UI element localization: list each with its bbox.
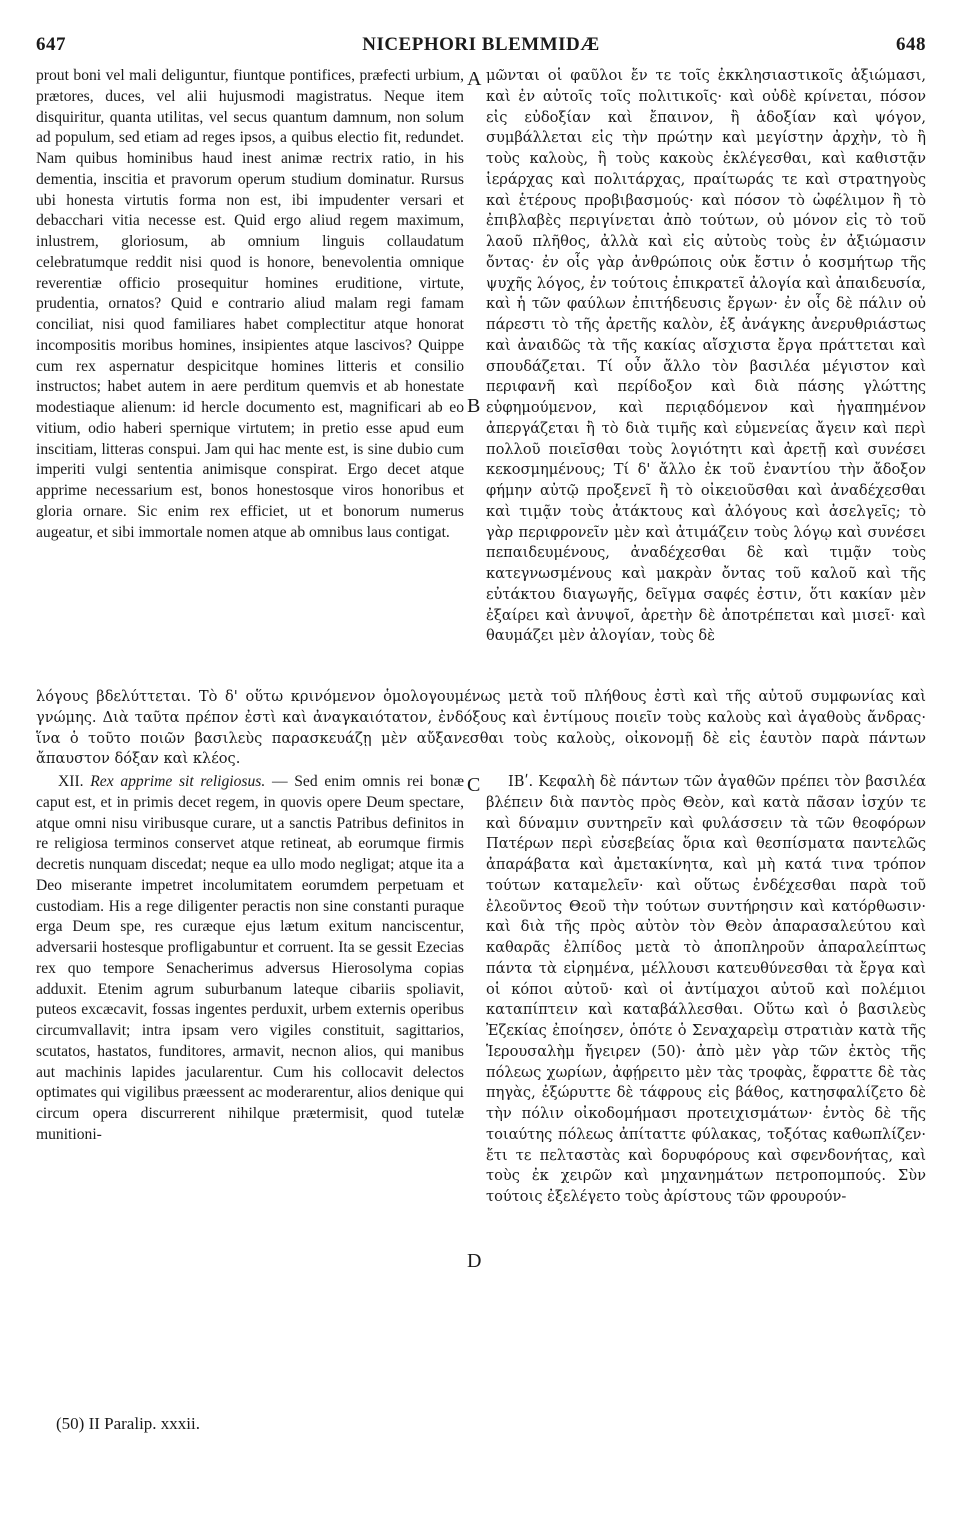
latin-paragraph-top: prout boni vel mali deliguntur, fiuntque pontifices, præfecti urbium, prætores, duces, vel alii hujusmodi magistratus. Neque item disquiritur, quanta utilitas, vel secus quantum damnum, non solum ad populum, sed etiam ad reges ipsos, a quibus electio fit, redundet. Nam quibus hominibus haud inest animæ rectrix ratio, in his dementia, inscitia et pravorum operum studium dominatur. Rursus ubi honesta virtutis forma non est, ibi impudenter versari et debacchari vitia necesse est. Quid ergo aliud regem maximum, inlustrem, gloriosum, ab omnium linguis collaudatum celebratumque reddit nisi quod is honore, benevolentia omnique reverentiæ officio prosequitur homines eruditione, virtute, prudentia, ornatos? Quid e contrario aliud malam regi famam conciliat, nisi quod familiares habet complectitur atque honorat incompositis moribus homines, insipientes atque lascivos? Quippe cum rex aspernatur despicitque homines litteris et consilio instructos; habet autem in aere perditum quemvis et ab honestate modestiaque alienum: id hercle documento est, magnificari ab eo vitium, odio haberi spernique virtutem; in pretio esse apud eum inscitiam, litteras conspui. Jam qui hac mente est, is sine dubio cum imperiti vulgi sententia animisque conspirat. Ergo decet atque apprime necessarium est, bonos honestosque viros honoribus et gloria ornare. Sic enim rex efficiet, ut et bonorum numerus augeatur, et sibi immortale nomen atque ab omnibus laus contigat.	[36, 67, 464, 541]
greek-column-bottom	[486, 772, 926, 1208]
latin-column-bottom	[36, 772, 464, 1146]
latin-column-top	[36, 66, 464, 543]
greek-full-text: λόγους βδελύττεται. Τὸ δ' οὕτω κρινόμενον ὁμολογουμένως μετὰ τοῦ πλήθους ἐστὶ καὶ τῆς αὐτοῦ συμφωνίας καὶ γνώμης. Διὰ ταῦτα πρέπον ἐστὶ καὶ ἀναγκαιότατον, ἐνδόξους καὶ ἐντίμους ποιεῖν τοὺς καλοὺς καὶ ἀγαθοὺς ἄνδρας· ἵνα ὁ τοῦτο ποιῶν βασιλεὺς παρασκευάζῃ μὲν αὔξανεσθαι τοὺς καλοὺς, οἰκονομῇ δὲ εἰς ἑαυτὸν παρὰ πάντων ἄπαυστον δόξαν καὶ κλέος.	[36, 688, 926, 768]
footnote: (50) II Paralip. xxxii.	[56, 1414, 200, 1433]
margin-marker-a: A	[467, 68, 482, 90]
page-number-left: 647	[36, 34, 66, 55]
margin-marker-b: B	[467, 395, 481, 417]
page-header	[36, 34, 926, 58]
greek-paragraph-top: μῶνται οἱ φαῦλοι ἔν τε τοῖς ἐκκλησιαστικοῖς ἀξιώμασι, καὶ ἐν αὐτοῖς τοῖς πολιτικοῖς· καὶ οὐδὲ κρίνεται, πόσον εἰς εὐδοξίαν καὶ ἔπαινον, ἢ ἀδοξίαν καὶ ψόγον, συμβάλλεται εἰς τὴν πρώτην καὶ μεγίστην ἀρχὴν, τὸ ἢ τοὺς καλοὺς, ἢ τοὺς κακοὺς ἐκλέγεσθαι, καὶ καθιστᾷν ἱεράρχας καὶ πολιτάρχας, πραίτωράς τε καὶ στρατηγοὺς καὶ ἑτέρους προβιβασμούς· καὶ πόσον τὸ ὠφέλιμον ἢ τὸ ἐπιβλαβὲς περιγίνεται ἀπὸ τούτων, οὐ μόνον εἰς τὸ τοῦ λαοῦ πλῆθος, ἀλλὰ καὶ εἰς αὐτοὺς τοὺς ἐν ἀξιώμασιν ὄντας· ἐν οἷς γὰρ ἀνθρώποις οὐκ ἔστιν ὁ κοσμήτωρ τῆς ψυχῆς λόγος, ἐν τούτοις ἐπικρατεῖ ἀλογία καὶ ἀπαιδευσία, καὶ ἡ τῶν φαύλων ἐπιτήδευσις ἔργων· ἐν οἷς δὲ πάλιν οὐ πάρεστι τὸ τῆς ἀρετῆς καλὸν, ἐξ ἀνάγκης ἀνερυθριάστως καὶ ἀναιδῶς τὰ τῆς κακίας αἴσχιστα ἔργα πράττεται καὶ σπουδάζεται. Τί οὖν ἄλλο τὸν βασιλέα μέγιστον καὶ περιφανῆ καὶ περίδοξον καὶ διὰ πάσης γλώττης εὐφημούμενον, καὶ περιᾳδόμενον καὶ ἠγαπημένον ἀπεργάζεται ἢ τὸ διὰ τιμῆς καὶ εὐμενείας ἄγειν καὶ περὶ πολλοῦ ποιεῖσθαι τοὺς λογιότητι καὶ ἀρετῇ καὶ συνέσει κεκοσμημένους; Τί δ' ἄλλο ἐκ τοῦ ἐναντίου τὴν ἄδοξον φήμην αὐτῷ προξενεῖ ἢ τὸ οἰκειοῦσθαι καὶ ἀναδέχεσθαι καὶ τιμᾷν τοὺς ἀτάκτους καὶ ἀλόγους καὶ ἀσελγεῖς; τὸ γὰρ περιφρονεῖν μὲν καὶ ἀτιμάζειν τοὺς λόγῳ καὶ συνέσει πεπαιδευμένους, ἀναδέχεσθαι δὲ καὶ τιμᾷν τοὺς κατεγνωσμένους καὶ μακρὰν ὄντας τοῦ καλοῦ καὶ τῆς εὐτάκτου διαγωγῆς, δεῖγμα σαφές ἐστιν, ὅτι κακίαν μὲν ἐξαίρει καὶ ἀνυψοῖ, ἀρετὴν δὲ ἀποτρέπεται καὶ μισεῖ· καὶ θαυμάζει μὲν ἀλογίαν, τοὺς δὲ	[486, 67, 926, 645]
chapter-title: Rex apprime sit religiosus.	[90, 773, 266, 790]
latin-paragraph-bottom: — Sed enim omnis rei bonæ caput est, et in primis decet regem, in quovis opere Deum spectare, atque omni nisu viribusque curare, ut a sanctis Patribus definitos in re religiosa terminos conservet atque retineat, ab eorumque firmis decretis nunquam discedat; neque ea ullo modo negligat; atque ita a Deo miserante impetret incolumitatem eorumdem perpetuam et custodiam. His a rege diligenter peractis non sine constanti puraque erga Deum spe, res curæque ejus lætum exitum nanciscentur, adversarii hostesque profligabuntur et corruent. Ita se gessit Ezecias rex quo tempore Senacherimus adversus Hierosolyma copias adduxit. Etenim agrum suburbanum lateque cibariis spoliavit, puteos excæcavit, fossas ingentes perduxit, urbem externis operibus circumvallavit; intra ipsam vero vigiles constituit, sagittarios, scutatos, hastatos, funditores, armavit, necnon alios, qui manibus aut machinis lapides jacularentur. Cum his collocavit delectos optimates qui vigilibus præessent ac moderarentur, alios denique qui circum opera discurrerent nihilque prætermisit, quod tutelæ munitioni-	[36, 773, 464, 1143]
greek-paragraph-bottom: ΙΒʹ. Κεφαλὴ δὲ πάντων τῶν ἀγαθῶν πρέπει τὸν βασιλέα βλέπειν διὰ παντὸς πρὸς Θεὸν, καὶ κατὰ πᾶσαν ἰσχύν τε καὶ δύναμιν συντηρεῖν καὶ φυλάσσειν τὰ τῶν θεοφόρων Πατέρων περὶ εὐσεβείας ὅρια καὶ θεσπίσματα παντελῶς ἀπαράβατα καὶ ἀμετακίνητα, καὶ μὴ κατά τινα τρόπον τούτων καταμελεῖν· καὶ οὕτως ἐνδέχεσθαι παρὰ τοῦ ἐλεοῦντος Θεοῦ τὴν τούτων συντήρησιν καὶ κατόρθωσιν· καὶ διὰ τῆς πρὸς αὐτὸν τὸν Θεὸν ἀπαρασαλεύτου καὶ καθαρᾶς ἐλπίδος μετὰ τὸ ἀποπληροῦν ἀπαραλείπτως πάντα τὰ εἰρημένα, μέλλουσι κατευθύνεσθαι τὰ ἔργα καὶ οἱ κόποι αὐτοῦ· καὶ οἱ ἀντίμαχοι αὐτοῦ καὶ πολέμιοι καταπίπτειν καὶ καταβάλλεσθαι. Οὕτω καὶ ὁ βασιλεὺς Ἐζεκίας ἐποίησεν, ὁπότε ὁ Σεναχαρεὶμ στρατιὰν κατὰ τῆς Ἱερουσαλὴμ ἤγειρεν (50)· ἀπὸ μὲν γὰρ τῶν ἐκτὸς τῆς πόλεως χωρίων, ἀφῄρειτο μὲν τὰς τροφὰς, ἔφραττε δὲ τὰς πηγὰς, ἐξώρυττε δὲ τάφρους εἰς βάθος, κατησφαλίζετο δὲ τὴν πόλιν οἰκοδομήμασι προτειχισμάτων· ἐντὸς δὲ τῆς τοιαύτης πόλεως ἀπίταττε φύλακας, τοξότας καθωπλίζεν· ἔτι τε πελταστὰς καὶ δορυφόρους καὶ σφενδονήτας, καὶ τοὺς ἐκ χειρῶν καὶ μηχανημάτων πετροπομπούς. Σὺν τούτοις ἐξελέγετο τοὺς ἀρίστους τῶν φρουρούν-	[486, 773, 926, 1205]
margin-marker-d: D	[467, 1250, 482, 1272]
running-title: NICEPHORI BLEMMIDÆ	[362, 34, 600, 55]
chapter-number: XII.	[58, 773, 84, 790]
page-number-right: 648	[896, 34, 926, 55]
margin-marker-c: C	[467, 774, 481, 796]
greek-full-width-paragraph	[36, 687, 926, 770]
greek-column-top	[486, 66, 926, 647]
